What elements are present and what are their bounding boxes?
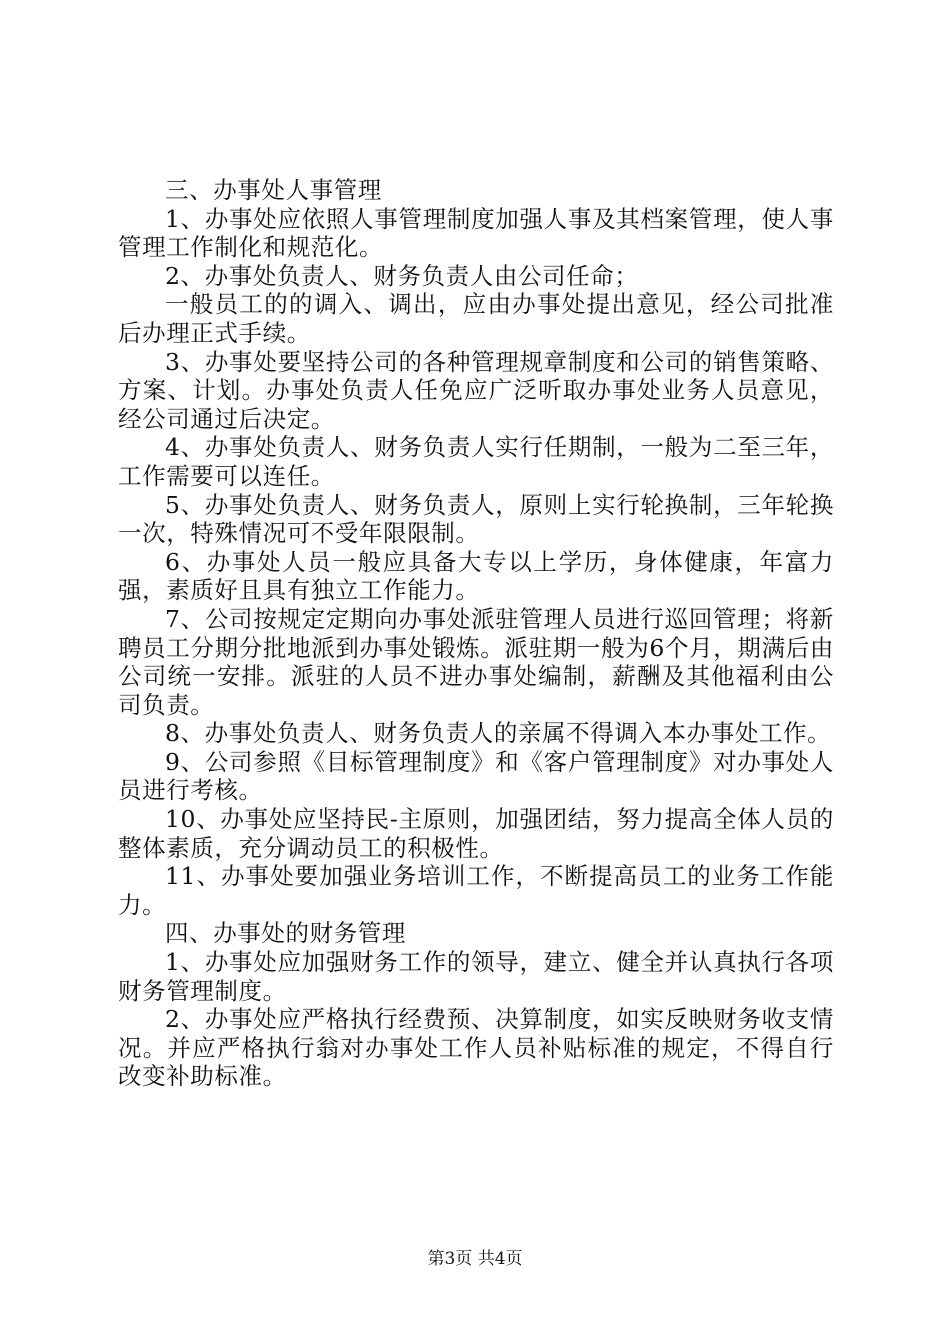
paragraph: 3、办事处要坚持公司的各种管理规章制度和公司的销售策略、方案、计划。办事处负责人任免应广泛听取办事处业务人员意见，经公司通过后决定。 [118, 347, 834, 433]
paragraph: 7、公司按规定定期向办事处派驻管理人员进行巡回管理；将新聘员工分期分批地派到办事处锻炼。派驻期一般为6个月，期满后由公司统一安排。派驻的人员不进办事处编制，薪酬及其他福利由公司负责。 [118, 604, 834, 719]
paragraph: 5、办事处负责人、财务负责人，原则上实行轮换制，三年轮换一次，特殊情况可不受年限限制。 [118, 490, 834, 548]
document-body [118, 176, 834, 1091]
paragraph: 1、办事处应加强财务工作的领导，建立、健全并认真执行各项财务管理制度。 [118, 948, 834, 1005]
paragraph: 4、办事处负责人、财务负责人实行任期制，一般为二至三年，工作需要可以连任。 [118, 433, 834, 490]
paragraph: 6、办事处人员一般应具备大专以上学历，身体健康，年富力强，素质好且具有独立工作能力。 [118, 547, 834, 605]
paragraph: 一般员工的的调入、调出，应由办事处提出意见，经公司批准后办理正式手续。 [118, 290, 834, 347]
paragraph: 2、办事处应严格执行经费预、决算制度，如实反映财务收支情况。并应严格执行翁对办事处工作人员补贴标准的规定，不得自行改变补助标准。 [118, 1005, 834, 1091]
paragraph: 2、办事处负责人、财务负责人由公司任命； [165, 261, 639, 290]
paragraph: 11、办事处要加强业务培训工作，不断提高员工的业务工作能力。 [118, 862, 834, 919]
paragraph: 1、办事处应依照人事管理制度加强人事及其档案管理，使人事管理工作制化和规范化。 [118, 204, 834, 262]
paragraph: 10、办事处应坚持民-主原则，加强团结，努力提高全体人员的整体素质，充分调动员工的积极性。 [118, 805, 834, 862]
section-heading-personnel: 三、办事处人事管理 [165, 176, 382, 204]
paragraph: 9、公司参照《目标管理制度》和《客户管理制度》对办事处人员进行考核。 [118, 747, 834, 805]
paragraph: 8、办事处负责人、财务负责人的亲属不得调入本办事处工作。 [165, 719, 832, 748]
section-heading-finance: 四、办事处的财务管理 [165, 919, 406, 948]
page-number-footer: 第3页 共4页 [427, 1249, 523, 1269]
